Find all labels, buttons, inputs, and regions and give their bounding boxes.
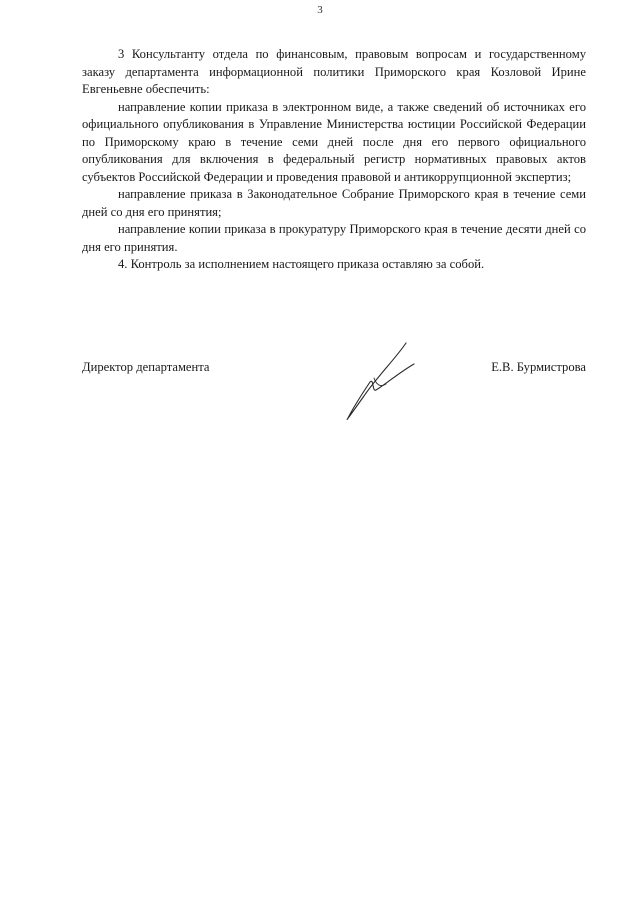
paragraph-legislative-assembly: направление приказа в Законодательное Собрание Приморского края в течение семи дней со дня его принятия; <box>82 187 586 219</box>
handwritten-signature <box>336 338 426 428</box>
document-body <box>82 46 586 274</box>
signatory-name: Е.В. Бурмистрова <box>491 360 586 374</box>
paragraph-prosecutor: направление копии приказа в прокуратуру Приморского края в течение десяти дней со дня его принятия. <box>82 222 586 254</box>
paragraph-item-3: 3 Консультанту отдела по финансовым, правовым вопросам и государственному заказу департамента информационной политики Приморского края Козловой Ирине Евгеньевне обеспечить: <box>82 47 586 96</box>
signature-block <box>82 360 586 380</box>
paragraph-item-4: 4. Контроль за исполнением настоящего приказа оставляю за собой. <box>118 257 485 271</box>
paragraph-electronic-copy: направление копии приказа в электронном виде, а также сведений об источниках его официального опубликования в Управление Министерства юстиции Российской Федерации по Приморскому краю в течение семи дней после дня его первого официального опубликования для включения в федеральный регистр нормативных правовых актов субъектов Российской Федерации и проведения правовой и антикоррупционной экспертиз; <box>82 99 586 184</box>
signatory-position: Директор департамента <box>82 360 210 374</box>
page-number: 3 <box>317 4 323 16</box>
